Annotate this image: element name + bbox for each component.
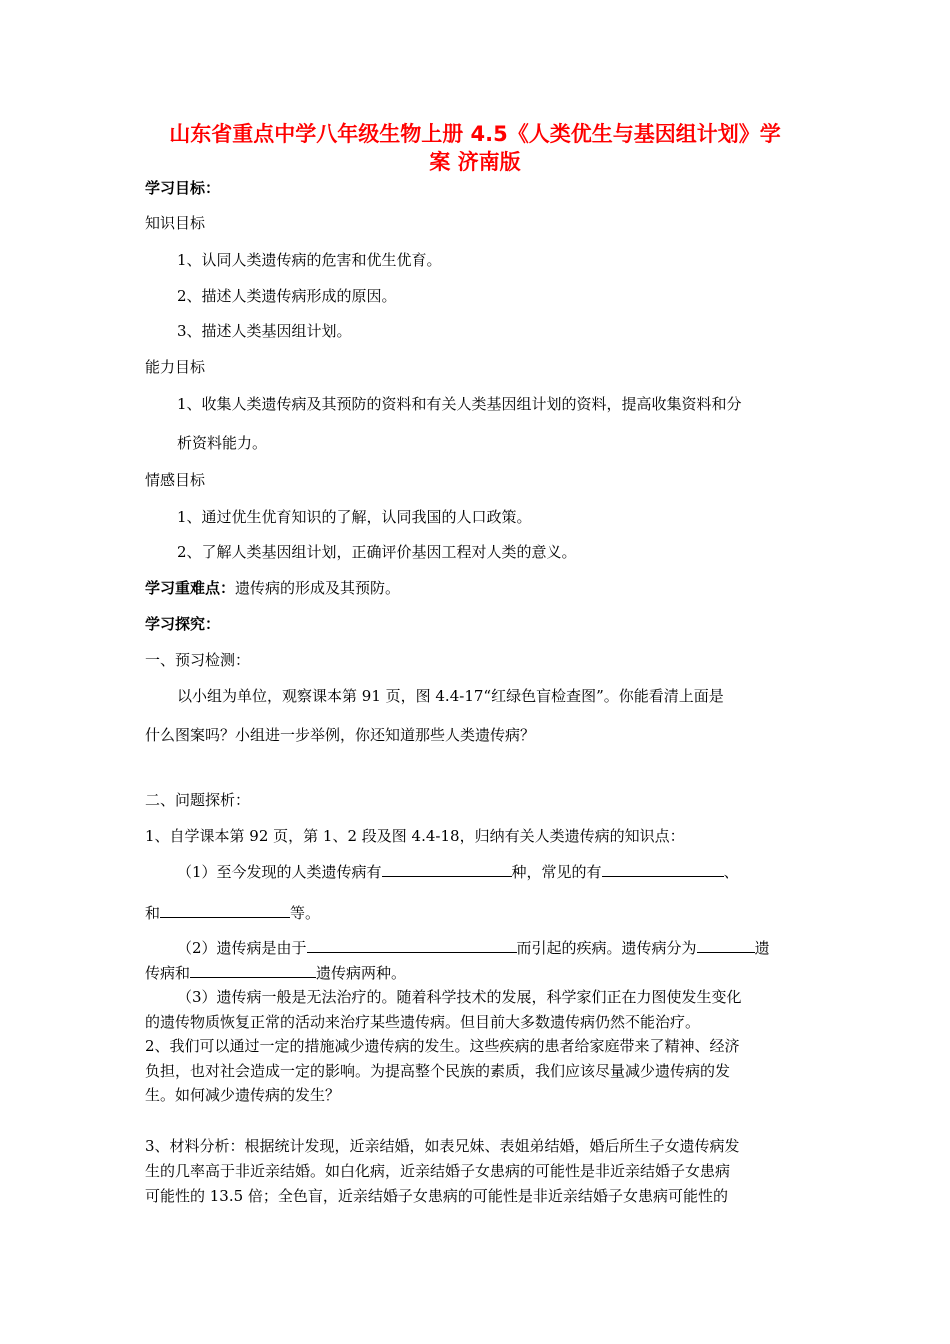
q1-a-text-2: 种，常见的有	[511, 863, 602, 881]
key-points-text: 遗传病的形成及其预防。	[235, 579, 401, 597]
q1-b-text-1: （2）遗传病是由于	[177, 939, 307, 957]
q1-a-text-1: （1）至今发现的人类遗传病有	[177, 863, 382, 881]
ability-heading: 能力目标	[145, 358, 206, 376]
q1-b-blank-cause[interactable]	[307, 937, 517, 953]
emotion-item-1: 1、通过优生优育知识的了解，认同我国的人口政策。	[177, 508, 532, 526]
knowledge-heading: 知识目标	[145, 214, 206, 232]
q3-line-1: 3、材料分析：根据统计发现，近亲结婚，如表兄妹、表姐弟结婚，婚后所生子女遗传病发	[145, 1137, 740, 1155]
title-line-2: 案 济南版	[429, 150, 521, 174]
q1-a-text-4: 和	[145, 904, 161, 922]
key-points-label: 学习重难点：	[145, 579, 236, 597]
q1-a-line-1	[177, 861, 739, 882]
q1-b-text-5: 遗传病两种。	[316, 964, 407, 982]
q1-b-text-3: 遗	[754, 939, 770, 957]
q2-line-2: 负担，也对社会造成一定的影响。为提高整个民族的素质，我们应该尽量减少遗传病的发	[145, 1062, 731, 1080]
q1-a-blank-common-2[interactable]	[160, 902, 290, 918]
q1-c-line-2: 的遗传物质恢复正常的活动来治疗某些遗传病。但目前大多数遗传病仍然不能治疗。	[145, 1013, 701, 1031]
knowledge-item-2: 2、描述人类遗传病形成的原因。	[177, 287, 397, 305]
q1-a-line-2	[145, 902, 320, 923]
q1-b-line-1	[177, 937, 770, 958]
q1-b-text-4: 传病和	[145, 964, 191, 982]
objectives-heading: 学习目标：	[145, 179, 221, 197]
q1-a-blank-common-1[interactable]	[602, 861, 724, 877]
knowledge-item-3: 3、描述人类基因组计划。	[177, 322, 352, 340]
emotion-heading: 情感目标	[145, 471, 206, 489]
emotion-item-2: 2、了解人类基因组计划，正确评价基因工程对人类的意义。	[177, 543, 577, 561]
q3-line-2: 生的几率高于非近亲结婚。如白化病，近亲结婚子女患病的可能性是非近亲结婚子女患病	[145, 1162, 731, 1180]
q1-b-line-2	[145, 962, 406, 983]
ability-item-line-1: 1、收集人类遗传病及其预防的资料和有关人类基因组计划的资料，提高收集资料和分	[177, 395, 742, 413]
q1-c-line-1: （3）遗传病一般是无法治疗的。随着科学技术的发展，科学家们正在力图使发生变化	[177, 988, 742, 1006]
explore-heading: 学习探究：	[145, 615, 221, 633]
preview-heading: 一、预习检测：	[145, 651, 251, 669]
q1-b-blank-type-1[interactable]	[697, 937, 755, 953]
q1-a-text-3: 、	[723, 863, 739, 881]
analysis-heading: 二、问题探析：	[145, 791, 251, 809]
q1-intro: 1、自学课本第 92 页，第 1、2 段及图 4.4-18，归纳有关人类遗传病的知识点：	[145, 827, 685, 845]
q1-b-blank-type-2[interactable]	[190, 962, 316, 978]
preview-line-2: 什么图案吗？小组进一步举例，你还知道那些人类遗传病？	[145, 726, 536, 744]
title-line-1: 山东省重点中学八年级生物上册 4.5《人类优生与基因组计划》学	[169, 122, 781, 146]
key-points	[145, 578, 400, 598]
knowledge-item-1: 1、认同人类遗传病的危害和优生优育。	[177, 251, 442, 269]
document-title	[140, 120, 810, 176]
q3-line-3: 可能性的 13.5 倍；全色盲，近亲结婚子女患病的可能性是非近亲结婚子女患病可能性的	[145, 1187, 728, 1205]
q2-line-3: 生。如何减少遗传病的发生？	[145, 1086, 341, 1104]
q1-b-text-2: 而引起的疾病。遗传病分为	[516, 939, 697, 957]
q1-a-text-5: 等。	[290, 904, 321, 922]
q1-a-blank-count[interactable]	[382, 861, 512, 877]
preview-line-1: 以小组为单位，观察课本第 91 页，图 4.4-17“红绿色盲检查图”。你能看清上面是	[177, 687, 724, 705]
ability-item-line-2: 析资料能力。	[177, 434, 268, 452]
q2-line-1: 2、我们可以通过一定的措施减少遗传病的发生。这些疾病的患者给家庭带来了精神、经济	[145, 1037, 740, 1055]
